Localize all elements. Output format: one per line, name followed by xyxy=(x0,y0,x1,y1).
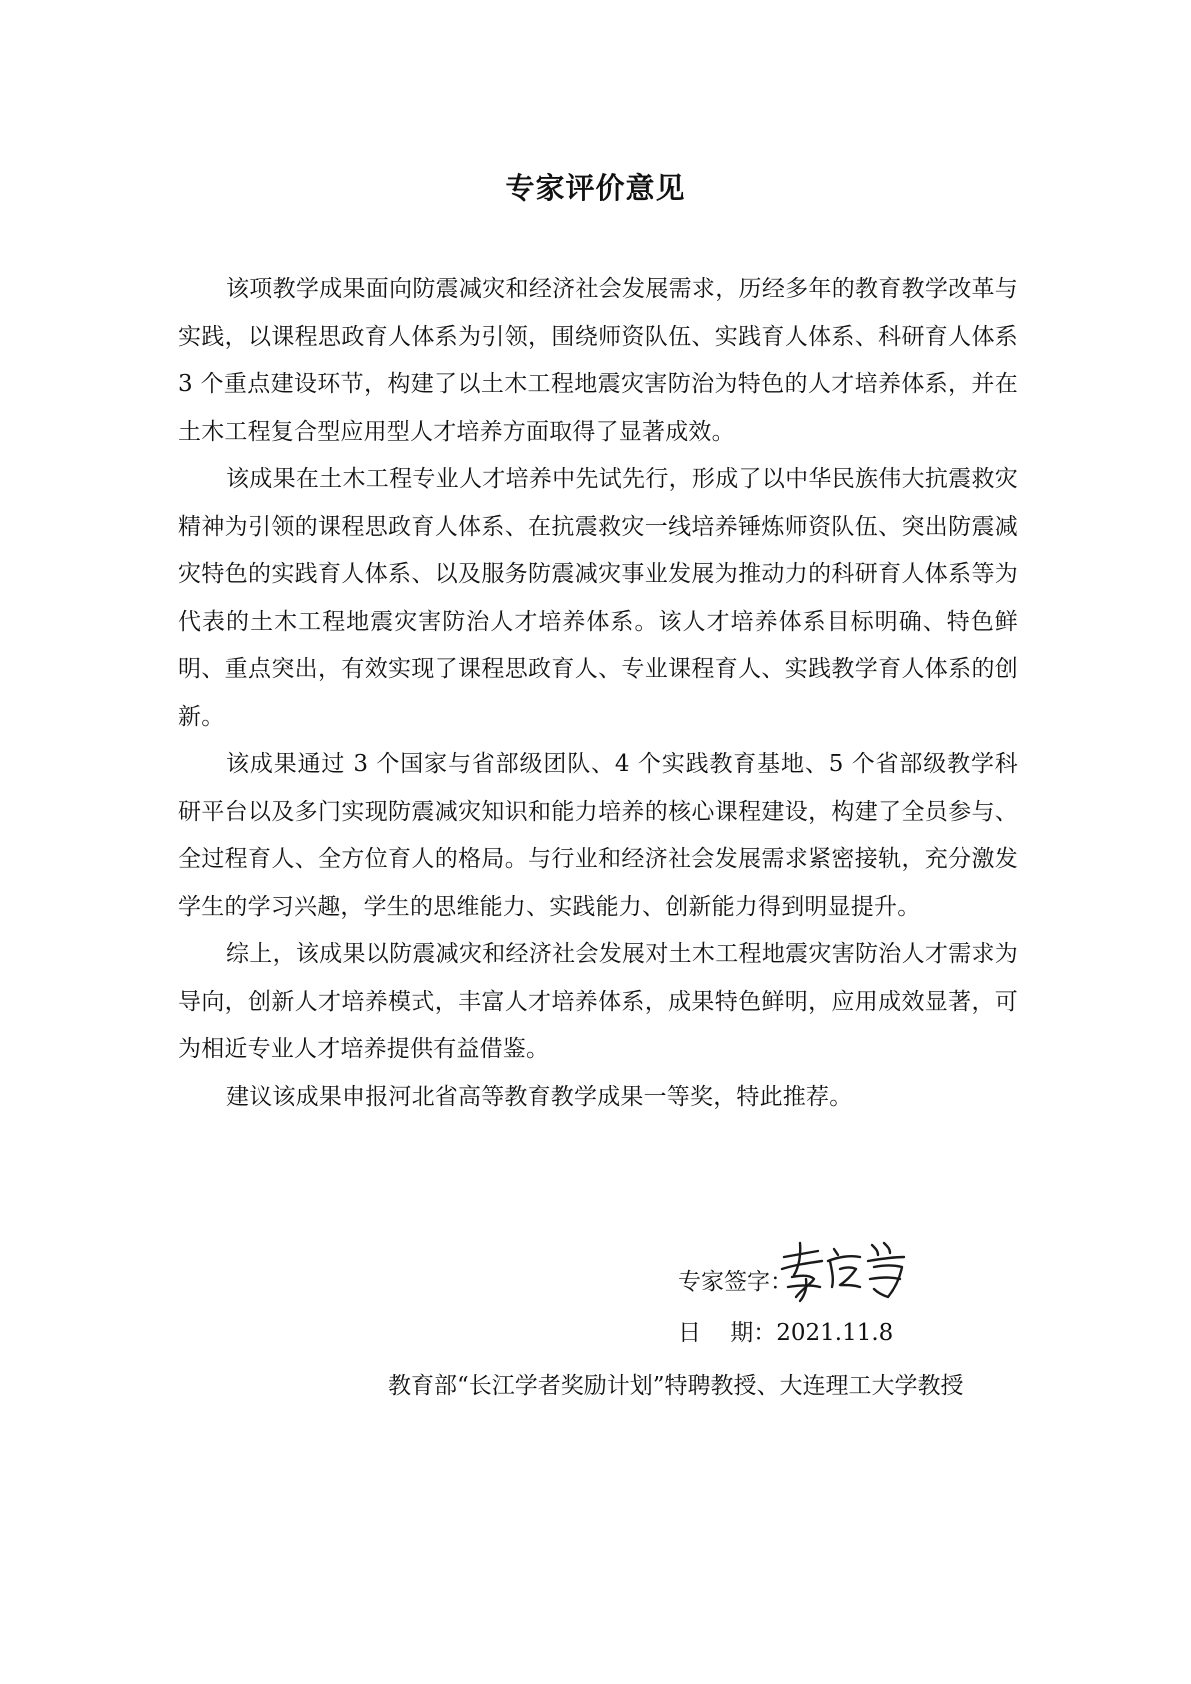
document-title: 专家评价意见 xyxy=(505,171,686,205)
paragraph-4: 综上，该成果以防震减灾和经济社会发展对土木工程地震灾害防治人才需求为导向，创新人才培养模式，丰富人才培养体系，成果特色鲜明，应用成效显著，可为相近专业人才培养提供有益借鉴。 xyxy=(178,941,1018,1062)
paragraph-5: 建议该成果申报河北省高等教育教学成果一等奖，特此推荐。 xyxy=(226,1083,853,1110)
handwritten-signature-icon xyxy=(774,1235,914,1305)
paragraph-2: 该成果在土木工程专业人才培养中先试先行，形成了以中华民族伟大抗震救灾精神为引领的课程思政育人体系、在抗震救灾一线培养锤炼师资队伍、突出防震减灾特色的实践育人体系、以及服务防震减灾事业发展为推动力的科研育人体系等为代表的土木工程地震灾害防治人才培养体系。该人才培养体系目标明确、特色鲜明、重点突出，有效实现了课程思政育人、专业课程育人、实践教学育人体系的创新。 xyxy=(178,466,1018,730)
signature-block xyxy=(678,1245,1058,1315)
document-body xyxy=(178,266,1018,1121)
paragraph-3: 该成果通过 3 个国家与省部级团队、4 个实践教育基地、5 个省部级教学科研平台以及多门实现防震减灾知识和能力培养的核心课程建设，构建了全员参与、全过程育人、全方位育人的格局。与行业和经济社会发展需求紧密接轨，充分激发学生的学习兴趣，学生的思维能力、实践能力、创新能力得到明显提升。 xyxy=(178,751,1018,920)
paragraph-1: 该项教学成果面向防震减灾和经济社会发展需求，历经多年的教育教学改革与实践，以课程思政育人体系为引领，围绕师资队伍、实践育人体系、科研育人体系 3 个重点建设环节，构建了以土木工程地震灾害防治为特色的人才培养体系，并在土木工程复合型应用型人才培养方面取得了显著成效。 xyxy=(178,276,1018,445)
date-line: 日 期：2021.11.8 xyxy=(678,1320,894,1346)
signature-label: 专家签字： xyxy=(678,1269,793,1295)
expert-affiliation: 教育部“长江学者奖励计划”特聘教授、大连理工大学教授 xyxy=(388,1373,964,1399)
